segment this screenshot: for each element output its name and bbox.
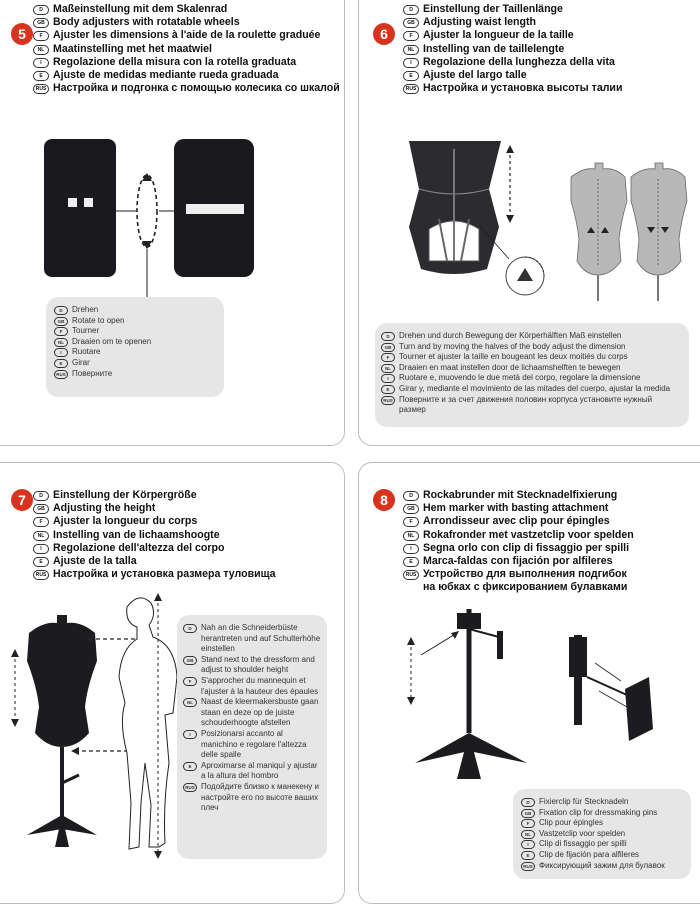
title-ru: RUS Устройство для выполнения подгибок на юбках с фиксированием булавками xyxy=(403,568,693,594)
title-fr: F Ajuster la longueur de la taille xyxy=(403,29,700,42)
title-it: I Regolazione della misura con la rotella graduata xyxy=(33,56,338,69)
step-number-badge: 8 xyxy=(373,489,395,511)
title-it: I Segna orlo con clip di fissaggio per spilli xyxy=(403,542,693,555)
title-it: I Regolazione dell'altezza del corpo xyxy=(33,542,333,555)
title-nl: NL Maatinstelling met het maatwiel xyxy=(33,43,338,56)
title-nl: NL Instelling van de taillelengte xyxy=(403,43,700,56)
title-es: E Ajuste del largo talle xyxy=(403,69,700,82)
title-de: D Einstellung der Taillenlänge xyxy=(403,3,700,16)
title-nl: NL Rokafronder met vastzetclip voor spelden xyxy=(403,529,693,542)
title-de: D Maßeinstellung mit dem Skalenrad xyxy=(33,3,338,16)
instruction-note: D Drehen GB Rotate to open F Tourner NL Draaien om te openen I Ruotare E Girar RUS Поверните xyxy=(46,297,224,397)
instruction-note: D Fixierclip für Stecknadeln GB Fixation clip for dressmaking pins F Clip pour épingles NL Vastzetclip voor spelden I Clip di fissaggio per spilli E Clip de fijación para alfileres RUS Фиксирующий зажим для булавок xyxy=(513,789,691,879)
title-gb: GB Adjusting the height xyxy=(33,502,333,515)
title-es: E Ajuste de la talla xyxy=(33,555,333,568)
title-gb: GB Adjusting waist length xyxy=(403,16,700,29)
title-ru: RUS Настройка и установка размера туловища xyxy=(33,568,333,581)
title-nl: NL Instelling van de lichaamshoogte xyxy=(33,529,333,542)
title-es: E Marca-faldas con fijación por alfileres xyxy=(403,555,693,568)
step-number-badge: 5 xyxy=(11,23,33,45)
title-es: E Ajuste de medidas mediante rueda graduada xyxy=(33,69,338,82)
panel-6 xyxy=(358,0,700,446)
title-de: D Einstellung der Körpergröße xyxy=(33,489,333,502)
panel-7 xyxy=(0,462,345,904)
panel-8 xyxy=(358,462,700,904)
title-it: I Regolazione della lunghezza della vita xyxy=(403,56,700,69)
title-gb: GB Body adjusters with rotatable wheels xyxy=(33,16,338,29)
title-gb: GB Hem marker with basting attachment xyxy=(403,502,693,515)
title-ru: RUS Настройка и подгонка с помощью колесика со шкалой xyxy=(33,82,338,95)
title-fr: F Arrondisseur avec clip pour épingles xyxy=(403,515,693,528)
title-de: D Rockabrunder mit Stecknadelfixierung xyxy=(403,489,693,502)
step-number-badge: 7 xyxy=(11,489,33,511)
title-fr: F Ajuster les dimensions à l'aide de la roulette graduée xyxy=(33,29,338,42)
panel-5 xyxy=(0,0,345,446)
step-number-badge: 6 xyxy=(373,23,395,45)
title-fr: F Ajuster la longueur du corps xyxy=(33,515,333,528)
instruction-note: D Nah an die Schneiderbüste herantreten und auf Schulterhöhe einstellen GB Stand next to the dressform and adjust to shoulder height F S'approcher du mannequin et l'ajuster à la hauteur des épaules NL Naast de kleermakersbuste gaan staan en deze op de juiste schouderhoogte afstellen I Posizionarsi accanto al manichino e regolare l'altezza delle spalle E Aproximarse al maniquí y ajustar a la altura del hombro RUS Подойдите близко к манекену и настройте его по высоте ваших плеч xyxy=(177,615,327,859)
title-ru: RUS Настройка и установка высоты талии xyxy=(403,82,700,95)
instruction-note: D Drehen und durch Bewegung der Körperhälften Maß einstellen GB Turn and by moving the halves of the body adjust the dimension F Tourner et ajuster la taille en bougeant les deux moitiés du corps NL Draaien en maat instellen door de lichaamshelften te bewegen I Ruotare e, muovendo le due metà del corpo, regolare la dimensione E Girar y, mediante el movimiento de las mitades del cuerpo, ajustar la medida RUS Поверните и за счет движения половин корпуса установите нужный размер xyxy=(375,323,689,427)
